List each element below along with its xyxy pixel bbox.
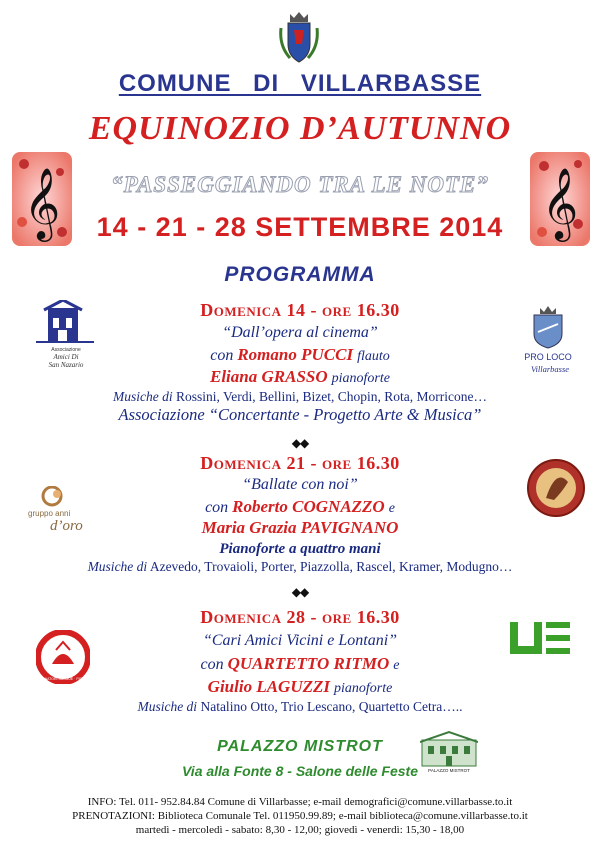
performer-role: pianoforte [333, 681, 393, 696]
programma-heading: PROGRAMMA [224, 263, 376, 286]
performer-role: flauto [357, 349, 390, 364]
performer-name: QUARTETTO RITMO [227, 654, 390, 673]
donatori-sangue-logo [36, 630, 90, 684]
treble-clef-icon [12, 152, 72, 246]
amici-logo-line-2: Amici Di [53, 353, 79, 361]
musiche-composers: Rossini, Verdi, Bellini, Bizet, Chopin, Rota, Morricone… [176, 389, 487, 404]
performer-name: Eliana GRASSO [210, 367, 328, 386]
performer-prefix: con [205, 499, 229, 516]
musiche-prefix: Musiche di [87, 559, 148, 574]
performer-role: Pianoforte a quattro mani [219, 541, 381, 557]
venue-name: PALAZZO MISTROT [217, 738, 383, 755]
event-1-association: Associazione “Concertante - Progetto Arte & Musica” [118, 405, 482, 424]
separator-icon: ◆◆ [291, 585, 309, 599]
treble-clef-icon [530, 152, 590, 246]
event-3-title: “Cari Amici Vicini e Lontani” [202, 632, 398, 649]
comune-title: COMUNE DI VILLARBASSE [118, 70, 482, 97]
performer-name: Romano PUCCI [237, 345, 354, 364]
performer-prefix: con [210, 347, 234, 364]
sangue-logo-text: DONATORI SANGUE · FIDAS [39, 677, 87, 681]
performer-name: Maria Grazia PAVIGNANO [201, 518, 399, 537]
svg-text:𝄞: 𝄞 [541, 166, 579, 239]
musiche-prefix: Musiche di [137, 699, 198, 714]
event-1-musiche [0, 389, 600, 405]
pro-loco-logo [514, 304, 582, 380]
gruppo-line-2: d’oro [50, 518, 83, 532]
event-2-musiche [0, 559, 600, 575]
event-subtitle: “PASSEGGIANDO TRA LE NOTE” [111, 172, 489, 197]
performer-role: e [388, 501, 395, 516]
amici-san-nazario-logo [26, 300, 118, 372]
gruppo-line-1: gruppo anni [28, 509, 71, 518]
event-title: EQUINOZIO D’AUTUNNO [88, 110, 512, 147]
event-1-title: “Dall’opera al cinema” [222, 324, 378, 341]
event-3-musiche [0, 699, 600, 715]
musiche-prefix: Musiche di [113, 389, 173, 404]
event-2-title: “Ballate con noi” [242, 476, 358, 493]
proloco-line-2: Villarbasse [530, 364, 570, 374]
musiche-composers: Natalino Otto, Trio Lescano, Quartetto Cetra….. [200, 699, 463, 714]
svg-text:𝄞: 𝄞 [23, 166, 61, 239]
orari-line: martedì - mercoledì - sabato: 8,30 - 12,00; giovedì - venerdì: 15,30 - 18,00 [135, 824, 465, 836]
separator-icon: ◆◆ [291, 436, 309, 450]
event-3-performer-2 [0, 677, 600, 697]
performer-prefix: con [200, 656, 224, 673]
proloco-line-1: PRO LOCO [524, 352, 572, 362]
ensemble-badge-logo [526, 458, 586, 518]
musiche-composers: Azevedo, Trovaioli, Porter, Piazzolla, Rascel, Kramer, Modugno… [149, 559, 513, 574]
event-2-role [0, 540, 600, 558]
performer-name: Giulio LAGUZZI [207, 677, 330, 696]
amici-logo-line-3: San Nazario [48, 361, 84, 369]
event-3-performer-1 [0, 654, 600, 674]
comune-crest-icon [278, 10, 320, 66]
prenotazioni-line: PRENOTAZIONI: Biblioteca Comunale Tel. 011950.99.89; e-mail biblioteca@comune.villarbasse.to.it [72, 810, 528, 822]
event-3-day: Domenica 28 - ore 16.30 [200, 607, 400, 627]
gruppo-anni-doro-logo [24, 486, 108, 532]
venue-address: Via alla Fonte 8 - Salone delle Feste [181, 763, 418, 779]
performer-role: pianoforte [331, 371, 390, 386]
performer-name: Roberto COGNAZZO [232, 497, 385, 516]
event-2-day: Domenica 21 - ore 16.30 [200, 453, 400, 473]
event-dates: 14 - 21 - 28 SETTEMBRE 2014 [96, 212, 504, 242]
palazzo-caption: PALAZZO MISTROT [428, 768, 470, 773]
event-1-day: Domenica 14 - ore 16.30 [200, 300, 400, 320]
ue-green-logo [508, 622, 572, 656]
performer-role: e [393, 658, 400, 673]
amici-logo-line-1: Associazione [51, 347, 81, 353]
info-line: INFO: Tel. 011- 952.84.84 Comune di Villarbasse; e-mail demografici@comune.villarbasse.to.it [87, 796, 513, 808]
